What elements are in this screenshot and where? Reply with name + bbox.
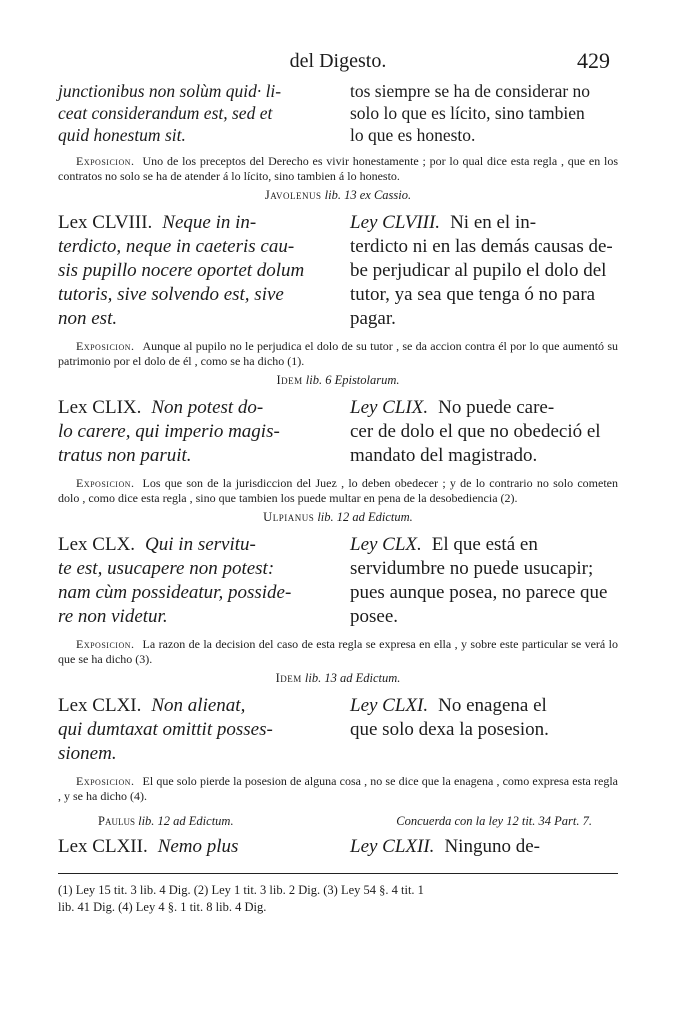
attribution-author: Idem: [276, 373, 303, 387]
latin-text: [58, 694, 328, 766]
footnote-line: (1) Ley 15 tit. 3 lib. 4 Dig. (2) Ley 1 tit. 3 lib. 2 Dig. (3) Ley 54 §. 4 tit. 1: [58, 883, 424, 897]
attribution-author: Ulpianus: [263, 510, 315, 524]
spanish-line: solo lo que es lícito, sino tambien: [350, 103, 585, 123]
law-block: [58, 396, 618, 468]
spanish-line: Ninguno de-: [444, 836, 540, 857]
spanish-line: Ni en el in-: [450, 212, 537, 233]
spanish-line: No enagena el: [438, 695, 547, 716]
exposicion-paragraph: [58, 339, 618, 369]
latin-line: te est, usucapere non potest:: [58, 558, 275, 579]
ley-label: Ley CLX.: [350, 534, 422, 555]
latin-line: lo carere, qui imperio magis-: [58, 421, 280, 442]
law-block: [58, 835, 618, 859]
exposicion-label: Exposicion.: [76, 774, 135, 788]
latin-text: [58, 211, 328, 331]
latin-line: Non potest do-: [151, 397, 264, 418]
attribution-ref: lib. 12 ad Edictum.: [138, 814, 234, 828]
spanish-line: El que está en: [431, 534, 538, 555]
spanish-line: tos siempre se ha de considerar no: [350, 81, 591, 101]
latin-line: non est.: [58, 308, 118, 329]
ley-label: Ley CLIX.: [350, 397, 429, 418]
spanish-line: posee.: [350, 606, 399, 627]
latin-text: [58, 80, 328, 146]
law-block: [58, 211, 618, 331]
latin-line: nam cùm possideatur, posside-: [58, 582, 292, 603]
latin-line: sis pupillo nocere oportet dolum: [58, 260, 305, 281]
latin-line: tratus non paruit.: [58, 445, 192, 466]
latin-line: quid honestum sit.: [58, 125, 186, 145]
page: [58, 48, 618, 916]
spanish-line: pagar.: [350, 308, 396, 329]
attribution-author: Javolenus: [264, 188, 322, 202]
section-attribution: [58, 671, 618, 686]
ley-label: Ley CLXI.: [350, 695, 429, 716]
attribution-ref: lib. 6 Epistolarum.: [305, 373, 400, 387]
footnote-rule: [58, 873, 618, 874]
spanish-line: cer de dolo el que no obedeció el: [350, 421, 601, 442]
latin-line: tutoris, sive solvendo est, sive: [58, 284, 284, 305]
spanish-line: terdicto ni en las demás causas de-: [350, 236, 613, 257]
spanish-text: [350, 396, 618, 468]
running-head: [58, 48, 618, 80]
latin-line: sionem.: [58, 743, 117, 764]
spanish-line: tutor, ya sea que tenga ó no para: [350, 284, 596, 305]
spanish-text: [350, 211, 618, 331]
lex-label: Lex CLIX.: [58, 397, 142, 418]
latin-line: Neque in in-: [162, 212, 257, 233]
section-attribution: [58, 510, 618, 525]
exposicion-paragraph: [58, 637, 618, 667]
latin-line: junctionibus non solùm quid· li-: [58, 81, 282, 101]
exposicion-text: El que solo pierde la posesion de alguna cosa , no se dice que la enagena , como expresa esta regla , y se ha dicho (4).: [58, 774, 618, 803]
attribution-author: Idem: [275, 671, 302, 685]
spanish-text: [350, 533, 618, 629]
exposicion-paragraph: [58, 154, 618, 184]
ley-label: Ley CLVIII.: [350, 212, 441, 233]
exposicion-text: Los que son de la jurisdiccion del Juez , lo deben obedecer ; y de lo contrario no solo cometen dolo , como dice esta regla , sino que tambien los puede multar en pena de la desobediencia (2).: [58, 476, 618, 505]
exposicion-text: Uno de los preceptos del Derecho es vivir honestamente ; por lo qual dice esta regla , que en los contratos no solo se ha de atender á lo lícito, sino tambien á lo honesto.: [58, 154, 618, 183]
footnote-line: lib. 41 Dig. (4) Ley 4 §. 1 tit. 8 lib. 4 Dig.: [58, 900, 267, 914]
attribution-ref: lib. 13 ex Cassio.: [324, 188, 412, 202]
concordance-note: Concuerda con la ley 12 tit. 34 Part. 7.: [396, 814, 592, 828]
latin-line: Qui in servitu-: [145, 534, 256, 555]
spanish-line: lo que es honesto.: [350, 125, 476, 145]
exposicion-text: La razon de la decision del caso de esta regla se expresa en ella , y sobre este particular se verá lo que se ha dicho (3).: [58, 637, 618, 666]
exposicion-label: Exposicion.: [76, 154, 135, 168]
section-attribution: [58, 373, 618, 388]
attribution-left: [98, 814, 234, 829]
law-block: [58, 694, 618, 766]
latin-line: ceat considerandum est, sed et: [58, 103, 273, 123]
latin-line: Non alienat,: [151, 695, 246, 716]
footnotes: [58, 882, 618, 916]
latin-text: [58, 835, 328, 859]
spanish-line: mandato del magistrado.: [350, 445, 538, 466]
attribution-author: Paulus: [98, 814, 135, 828]
spanish-text: [350, 80, 618, 146]
spanish-line: servidumbre no puede usucapir;: [350, 558, 594, 579]
section-attribution: [58, 188, 618, 203]
spanish-text: [350, 694, 618, 766]
attribution-ref: lib. 12 ad Edictum.: [317, 510, 413, 524]
spanish-line: pues aunque posea, no parece que: [350, 582, 608, 603]
spanish-text: [350, 835, 618, 859]
exposicion-label: Exposicion.: [76, 476, 135, 490]
latin-line: Nemo plus: [157, 836, 239, 857]
continuation-block: [58, 80, 618, 146]
law-block: [58, 533, 618, 629]
running-title: del Digesto.: [289, 50, 387, 72]
ley-label: Ley CLXII.: [350, 836, 435, 857]
latin-text: [58, 533, 328, 629]
exposicion-paragraph: [58, 774, 618, 804]
lex-label: Lex CLXI.: [58, 695, 142, 716]
latin-line: terdicto, neque in caeteris cau-: [58, 236, 295, 257]
section-attribution-row: [58, 814, 618, 829]
lex-label: Lex CLXII.: [58, 836, 148, 857]
spanish-line: be perjudicar al pupilo el dolo del: [350, 260, 607, 281]
spanish-line: que solo dexa la posesion.: [350, 719, 549, 740]
spanish-line: No puede care-: [438, 397, 555, 418]
lex-label: Lex CLX.: [58, 534, 136, 555]
exposicion-text: Aunque al pupilo no le perjudica el dolo de su tutor , se da accion contra él por lo que aumentó su patrimonio por el dolo de él , como se ha dicho (1).: [58, 339, 618, 368]
latin-line: re non videtur.: [58, 606, 168, 627]
exposicion-label: Exposicion.: [76, 637, 135, 651]
attribution-ref: lib. 13 ad Edictum.: [304, 671, 401, 685]
exposicion-paragraph: [58, 476, 618, 506]
latin-line: qui dumtaxat omittit posses-: [58, 719, 273, 740]
latin-text: [58, 396, 328, 468]
exposicion-label: Exposicion.: [76, 339, 135, 353]
lex-label: Lex CLVIII.: [58, 212, 153, 233]
page-number: 429: [577, 48, 610, 73]
